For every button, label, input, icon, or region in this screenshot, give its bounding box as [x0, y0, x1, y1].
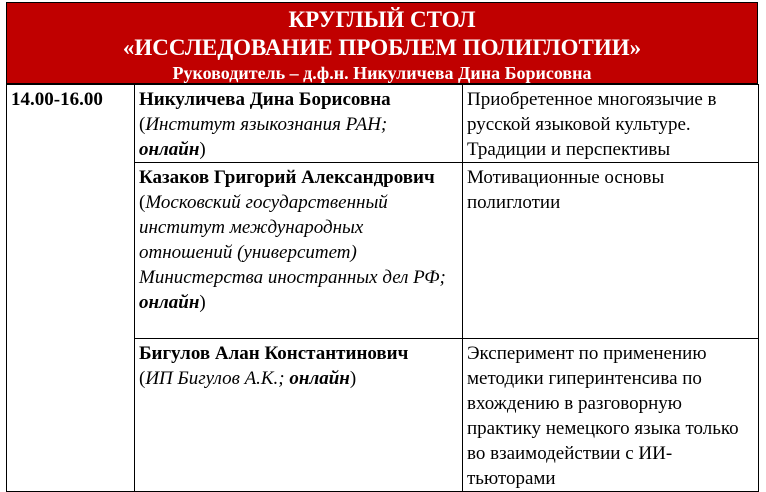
- talk-topic: Эксперимент по применению методики гиперинтенсива по вхождению в разговорную практику немецкого языка только во взаимодействии с ИИ-тьюторами: [463, 339, 759, 492]
- online-label: онлайн: [139, 139, 200, 160]
- speaker-name: Бигулов Алан Константинович: [139, 343, 409, 364]
- talk-topic: Приобретенное многоязычие в русской языковой культуре. Традиции и перспективы: [463, 85, 759, 163]
- schedule-table: [6, 84, 759, 492]
- speaker-name: Казаков Григорий Александрович: [139, 167, 435, 188]
- online-label: онлайн: [289, 368, 350, 389]
- speaker-affiliation: Институт языкознания РАН;: [145, 114, 388, 135]
- session-header: [6, 2, 758, 84]
- table-row: [7, 85, 759, 163]
- online-label: онлайн: [139, 292, 200, 313]
- speaker-cell: Бигулов Алан Константинович (ИП Бигулов А.К.; онлайн): [135, 339, 463, 492]
- session-type: КРУГЛЫЙ СТОЛ: [288, 7, 476, 32]
- session-title: «ИССЛЕДОВАНИЕ ПРОБЛЕМ ПОЛИГЛОТИИ»: [122, 35, 642, 60]
- talk-topic: Мотивационные основы полиглотии: [463, 163, 759, 339]
- speaker-cell: Казаков Григорий Александрович (Московский государственный институт международных отношений (университет) Министерства иностранных дел РФ; онлайн): [135, 163, 463, 339]
- speaker-affiliation: Московский государственный институт международных отношений (университет) Министерства иностранных дел РФ;: [139, 192, 446, 288]
- speaker-affiliation: ИП Бигулов А.К.;: [145, 368, 290, 389]
- time-slot: 14.00-16.00: [7, 85, 135, 492]
- session-chair: Руководитель – д.ф.н. Никуличева Дина Борисовна: [172, 63, 592, 83]
- speaker-cell: Никуличева Дина Борисовна (Институт языкознания РАН; онлайн): [135, 85, 463, 163]
- speaker-name: Никуличева Дина Борисовна: [139, 89, 391, 110]
